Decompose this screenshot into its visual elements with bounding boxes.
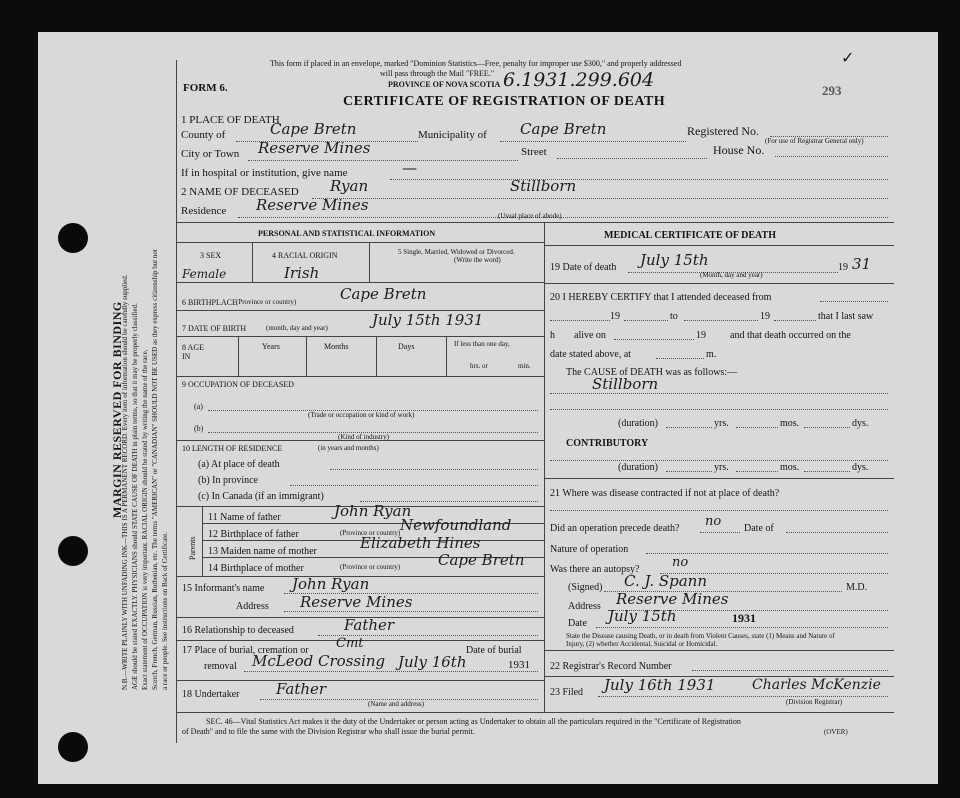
city-value: Reserve Mines [258, 139, 371, 157]
nature-label: Nature of operation [550, 544, 629, 555]
deceased-first-name: Ryan [330, 177, 369, 195]
form-title: CERTIFICATE OF REGISTRATION OF DEATH [343, 94, 666, 109]
residence-length-note: (in years and months) [318, 444, 379, 452]
race-value: Irish [284, 264, 320, 282]
record-number-line [692, 670, 888, 671]
days-label: Days [398, 342, 415, 351]
duration-line [736, 427, 778, 428]
city-label: City or Town [181, 148, 240, 160]
contributory-label: CONTRIBUTORY [566, 438, 649, 449]
province-label: PROVINCE OF NOVA SCOTIA [388, 80, 501, 89]
duration-line [804, 427, 850, 428]
residence-value: Reserve Mines [256, 196, 369, 214]
cause-line [550, 409, 888, 410]
undertaker-value: Father [276, 680, 327, 698]
registrar-name: Charles McKenzie [752, 677, 881, 693]
residence-in-canada: (c) In Canada (if an immigrant) [198, 491, 324, 502]
municipality-value: Cape Bretn [520, 120, 607, 138]
registered-no-label: Registered No. [687, 124, 759, 138]
duration-line [736, 471, 778, 472]
row-line [176, 680, 544, 681]
certify-death-occurred: and that death occurred on the [730, 330, 851, 341]
over-label: (OVER) [824, 728, 848, 736]
house-no-line [775, 156, 888, 157]
cell-line [376, 336, 377, 376]
birthplace-label: 6 BIRTHPLACE [182, 298, 237, 307]
father-name-label: 11 Name of father [208, 512, 281, 523]
row-line [176, 440, 544, 441]
row-line [544, 245, 894, 246]
municipality-label: Municipality of [418, 129, 487, 141]
section-divider [176, 712, 894, 713]
registered-no-note: (For use of Registrar General only) [765, 137, 864, 145]
undertaker-note: (Name and address) [368, 700, 424, 708]
footer-note: of Death" and to file the same with the Division Registrar who shall issue the burial permit. [182, 727, 475, 736]
city-line [248, 160, 518, 161]
municipality-line [500, 141, 686, 142]
operation-date-label: Date of [744, 523, 774, 534]
death-year-prefix: 19 [838, 262, 848, 273]
margin-note-line: N.B.—WRITE PLAINLY WITH UNFADING INK—THIS IS A PERMANENT RECORD. Every item of information should be carefully supplied. [121, 274, 129, 690]
parents-label: Parents [188, 536, 197, 560]
mother-name-value: Elizabeth Hines [360, 534, 481, 552]
operation-line [700, 532, 740, 533]
duration-line [804, 471, 850, 472]
column-divider [544, 222, 545, 712]
certificate-date-year: 1931 [732, 611, 756, 625]
cell-line [306, 336, 307, 376]
place-of-death-section: 1 PLACE OF DEATH [181, 114, 280, 126]
row-line [176, 282, 544, 283]
cause-label: The CAUSE of DEATH was as follows:— [566, 367, 738, 378]
marital-label: 5 Single, Married, Widowed or Divorced. [398, 248, 515, 256]
personal-info-header: PERSONAL AND STATISTICAL INFORMATION [258, 229, 436, 238]
less-than-day-label: If less than one day, [454, 340, 510, 348]
certify-line [624, 320, 668, 321]
margin-note-line: Scotch, French, German, Russian, Ruthenian, etc. The terms "AMERICAN" or "CANADIAN" SHOULD NOT BE USED as they express citizenship but not [151, 249, 159, 690]
hospital-line [390, 179, 888, 180]
row-line [176, 376, 544, 377]
birthplace-note: (Province or country) [236, 298, 297, 306]
autopsy-label: Was there an autopsy? [550, 564, 640, 575]
certify-label: 20 I HEREBY CERTIFY that I attended deceased from [550, 292, 772, 303]
burial-date-value: July 16th [398, 653, 467, 671]
mail-notice: This form if placed in an envelope, marked "Dominion Statistics—Free, penalty for improper use $300," and properly addressed [270, 59, 682, 68]
informant-address-value: Reserve Mines [300, 593, 413, 611]
binding-hole [58, 732, 88, 762]
operation-label: Did an operation precede death? [550, 523, 680, 534]
deceased-name-label: 2 NAME OF DECEASED [181, 186, 299, 198]
residence-in-province: (b) In province [198, 475, 258, 486]
county-label: County of [181, 129, 226, 141]
contracted-label: 21 Where was disease contracted if not at place of death? [550, 488, 780, 499]
informant-address-label: Address [236, 601, 269, 612]
certify-19-b: 19 [760, 311, 770, 322]
cell-line [252, 242, 253, 282]
certify-line [774, 320, 816, 321]
certificate-date-label: Date [568, 618, 587, 629]
duration-line [666, 471, 712, 472]
cell-line [238, 336, 239, 376]
operation-value: no [705, 514, 722, 529]
signed-value: C. J. Spann [624, 572, 708, 590]
margin-note-line: a race or people. See instructions on Back of Certificate. [161, 531, 169, 690]
signed-label: (Signed) [568, 582, 603, 593]
relationship-label: 16 Relationship to deceased [182, 625, 294, 636]
birthplace-value: Cape Bretn [340, 285, 427, 303]
margin-note-line: AGE should be stated EXACTLY. PHYSICIANS should STATE CAUSE OF DEATH in plain terms, so that it may be properly classified. [131, 303, 139, 690]
house-no-label: House No. [713, 143, 765, 157]
informant-value: John Ryan [292, 575, 370, 593]
certificate-date-value: July 15th [608, 607, 677, 625]
certify-h: h [550, 330, 555, 341]
filed-value: July 16th 1931 [604, 676, 716, 694]
residence-line [238, 217, 888, 218]
burial-year: 1931 [508, 659, 530, 671]
mother-birthplace-note: (Province or country) [340, 563, 401, 571]
street-line [557, 158, 707, 159]
certify-19-c: 19 [696, 330, 706, 341]
row-line [544, 478, 894, 479]
certify-line [550, 320, 610, 321]
certify-line [820, 301, 888, 302]
registration-number: 6.1931.299.604 [503, 69, 655, 91]
duration-mos: mos. [780, 418, 800, 429]
margin-binding-label: MARGIN RESERVED FOR BINDING [110, 301, 124, 518]
binding-hole [58, 536, 88, 566]
mail-notice: will pass through the Mail "FREE." [380, 69, 495, 78]
duration-mos-2: mos. [780, 462, 800, 473]
residence-at-death: (a) At place of death [198, 459, 280, 470]
medical-header: MEDICAL CERTIFICATE OF DEATH [604, 230, 776, 241]
burial-date-label: Date of burial [466, 645, 522, 656]
dob-label: 7 DATE OF BIRTH [182, 324, 247, 333]
contracted-line [550, 510, 888, 511]
hospital-value: — [402, 159, 417, 177]
form-number: FORM 6. [183, 82, 228, 94]
cell-line [369, 242, 370, 282]
certify-date-stated: date stated above, at [550, 349, 632, 360]
margin-note-line: Exact statement of OCCUPATION is very important. RACIAL ORIGIN should be stated by writing the name of the race, [141, 349, 149, 690]
informant-label: 15 Informant's name [182, 583, 265, 594]
certify-19-a: 19 [610, 311, 620, 322]
mother-name-label: 13 Maiden name of mother [208, 546, 317, 557]
footer-note: SEC. 46—Vital Statistics Act makes it the duty of the Undertaker or person acting as Undertaker to obtain all the particulars required in the "Certificate of Registration [206, 717, 741, 726]
certify-line [684, 320, 758, 321]
months-label: Months [324, 342, 349, 351]
cell-line [202, 506, 203, 576]
physician-address-label: Address [568, 601, 601, 612]
row-line [176, 336, 544, 337]
row-line [544, 283, 894, 284]
burial-removal-label: removal [204, 661, 237, 672]
sex-value: Female [182, 267, 227, 281]
duration-label: (duration) [618, 418, 658, 429]
father-birthplace-note: (Province or country) [340, 529, 401, 537]
cause-line [550, 393, 888, 394]
cell-line [446, 336, 447, 376]
sex-label: 3 SEX [200, 251, 222, 260]
marital-note: (Write the word) [454, 256, 501, 264]
hrs-label: hrs. or [470, 362, 488, 370]
occupation-b: (b) [194, 424, 204, 433]
residence-a-line [330, 469, 538, 470]
row-line [176, 242, 544, 243]
deceased-name-line [312, 198, 888, 199]
nature-line [646, 553, 888, 554]
certify-last-saw: that I last saw [818, 311, 874, 322]
racial-origin-label: 4 RACIAL ORIGIN [272, 251, 338, 260]
check-mark-icon: ✓ [841, 50, 855, 67]
filed-label: 23 Filed [550, 687, 584, 698]
death-year-value: 31 [852, 255, 872, 273]
occupation-a-note: (Trade or occupation or kind of work) [308, 411, 415, 419]
disease-note: State the Disease causing Death, or in death from Violent Causes, state (1) Means and Nature of [566, 632, 835, 640]
certify-alive-on: alive on [574, 330, 606, 341]
father-birthplace-label: 12 Birthplace of father [208, 529, 299, 540]
deceased-last-name: Stillborn [510, 177, 577, 195]
years-label: Years [262, 342, 280, 351]
cause-value: Stillborn [592, 375, 659, 393]
section-divider [176, 222, 894, 223]
page-number: 293 [822, 83, 842, 98]
father-name-value: John Ryan [334, 502, 412, 520]
autopsy-value: no [672, 555, 689, 570]
county-value: Cape Bretn [270, 120, 357, 138]
duration-dys: dys. [852, 418, 869, 429]
division-registrar-label: (Division Registrar) [786, 698, 843, 706]
street-label: Street [521, 146, 547, 158]
certify-m: m. [706, 349, 717, 360]
occupation-label: 9 OCCUPATION OF DECEASED [182, 380, 294, 389]
death-date-label: 19 Date of death [550, 262, 617, 273]
relationship-value: Father [344, 616, 395, 634]
certify-line [614, 339, 694, 340]
dob-value: July 15th 1931 [372, 311, 484, 329]
dob-note: (month, day and year) [266, 324, 328, 332]
certify-to: to [670, 311, 678, 322]
duration-line [666, 427, 712, 428]
md-label: M.D. [846, 582, 868, 593]
row-line [544, 650, 894, 651]
filed-line [598, 696, 888, 697]
duration-yrs: yrs. [714, 418, 729, 429]
informant-address-line [284, 611, 538, 612]
duration-label-2: (duration) [618, 462, 658, 473]
physician-address-value: Reserve Mines [616, 590, 729, 608]
occupation-a: (a) [194, 402, 203, 411]
certificate-date-line [596, 627, 888, 628]
row-line [176, 310, 544, 311]
death-date-note: (Month, day and year) [700, 271, 763, 279]
mother-birthplace-value: Cape Bretn [438, 551, 525, 569]
burial-line [244, 671, 538, 672]
death-date-value: July 15th [640, 251, 709, 269]
operation-date-line [786, 532, 888, 533]
certify-line [656, 358, 704, 359]
occupation-b-note: (Kind of industry) [338, 433, 389, 441]
hospital-label: If in hospital or institution, give name [181, 167, 348, 179]
disease-note: Injury, (2) whether Accidental, Suicidal or Homicidal. [566, 640, 718, 648]
residence-note: (Usual place of abode) [498, 212, 562, 220]
duration-dys-2: dys. [852, 462, 869, 473]
residence-b-line [290, 485, 538, 486]
residence-length-label: 10 LENGTH OF RESIDENCE [182, 444, 283, 453]
burial-label: 17 Place of burial, cremation or [182, 645, 309, 656]
min-label: min. [518, 362, 531, 370]
residence-label: Residence [181, 205, 227, 217]
record-number-label: 22 Registrar's Record Number [550, 661, 672, 672]
burial-place-value: McLeod Crossing [252, 652, 386, 670]
burial-extra: Cmt [336, 636, 364, 651]
undertaker-label: 18 Undertaker [182, 689, 240, 700]
duration-yrs-2: yrs. [714, 462, 729, 473]
father-birthplace-value: Newfoundland [400, 516, 512, 534]
mother-birthplace-label: 14 Birthplace of mother [208, 563, 304, 574]
age-label: 8 AGE IN [182, 343, 204, 361]
binding-hole [58, 223, 88, 253]
